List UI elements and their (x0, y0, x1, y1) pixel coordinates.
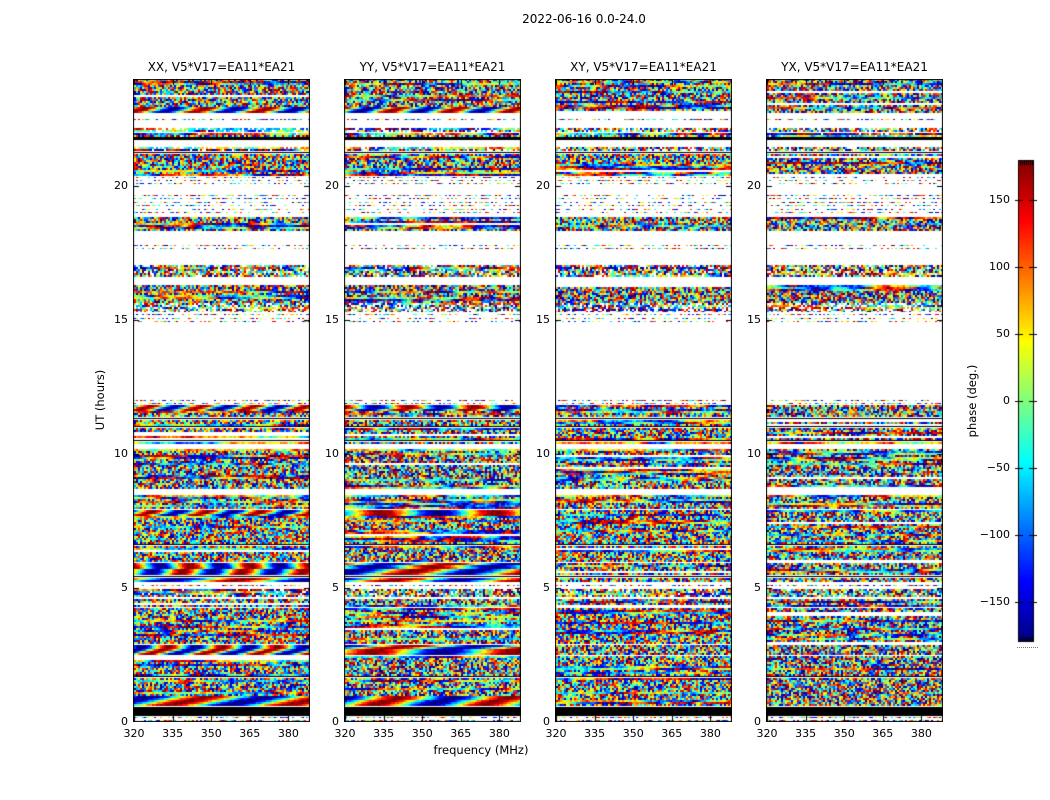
y-tick-label: 10 (114, 447, 128, 461)
y-tick-label: 10 (536, 447, 550, 461)
phase-waterfall-xx (133, 79, 310, 722)
colorbar-tick-label: 50 (996, 327, 1010, 341)
panel-title-xy: XY, V5*V17=EA11*EA21 (570, 60, 717, 74)
x-tick-label: 380 (910, 727, 932, 740)
x-tick-label: 350 (833, 727, 855, 740)
y-tick-label: 5 (543, 581, 550, 595)
panel-title-yx: YX, V5*V17=EA11*EA21 (781, 60, 928, 74)
x-tick-label: 365 (661, 727, 683, 740)
phase-waterfall-yy (344, 79, 521, 722)
y-tick-label: 20 (114, 179, 128, 193)
phase-waterfall-xy (555, 79, 732, 722)
y-axis-label: UT (hours) (93, 369, 107, 431)
y-tick-label: 10 (325, 447, 339, 461)
y-tick-label: 15 (114, 313, 128, 327)
y-tick-label: 0 (543, 715, 550, 728)
x-tick-label: 335 (795, 727, 817, 740)
y-tick-label: 15 (747, 313, 761, 327)
y-tick-label: 10 (747, 447, 761, 461)
panel-title-xx: XX, V5*V17=EA11*EA21 (147, 60, 296, 74)
x-tick-label: 335 (373, 727, 395, 740)
y-tick-label: 5 (121, 581, 128, 595)
x-tick-label: 320 (545, 727, 567, 740)
y-tick-label: 20 (747, 179, 761, 193)
x-tick-label: 350 (200, 727, 222, 740)
x-tick-label: 335 (584, 727, 606, 740)
x-tick-label: 350 (411, 727, 433, 740)
figure-title: 2022-06-16 0.0-24.0 (522, 12, 646, 26)
y-tick-label: 0 (121, 715, 128, 728)
y-tick-label: 0 (754, 715, 761, 728)
colorbar-label: phase (deg.) (965, 364, 979, 438)
y-tick-label: 15 (536, 313, 550, 327)
y-tick-label: 0 (332, 715, 339, 728)
y-tick-label: 5 (754, 581, 761, 595)
colorbar-tick-label: 0 (1003, 394, 1010, 407)
x-tick-label: 380 (488, 727, 510, 740)
colorbar-gradient (1014, 158, 1038, 652)
x-tick-label: 365 (239, 727, 261, 740)
x-tick-label: 365 (450, 727, 472, 740)
x-tick-label: 320 (756, 727, 778, 740)
panel-title-yy: YY, V5*V17=EA11*EA21 (359, 60, 506, 74)
colorbar-tick-label: 150 (989, 193, 1010, 207)
x-tick-label: 350 (622, 727, 644, 740)
y-tick-label: 5 (332, 581, 339, 595)
x-tick-label: 320 (123, 727, 145, 740)
colorbar-tick-label: −100 (979, 527, 1010, 541)
x-tick-label: 320 (334, 727, 356, 740)
y-tick-label: 20 (325, 179, 339, 193)
x-axis-label: frequency (MHz) (433, 743, 529, 757)
x-tick-label: 380 (277, 727, 299, 740)
y-tick-label: 15 (325, 313, 339, 327)
colorbar-tick-label: −50 (986, 460, 1010, 474)
x-tick-label: 335 (162, 727, 184, 740)
colorbar-minor-dots (1017, 647, 1038, 648)
x-tick-label: 380 (699, 727, 721, 740)
colorbar-tick-label: −150 (979, 594, 1010, 608)
x-tick-label: 365 (872, 727, 894, 740)
colorbar-tick-label: 100 (989, 260, 1010, 274)
phase-waterfall-yx (766, 79, 943, 722)
y-tick-label: 20 (536, 179, 550, 193)
